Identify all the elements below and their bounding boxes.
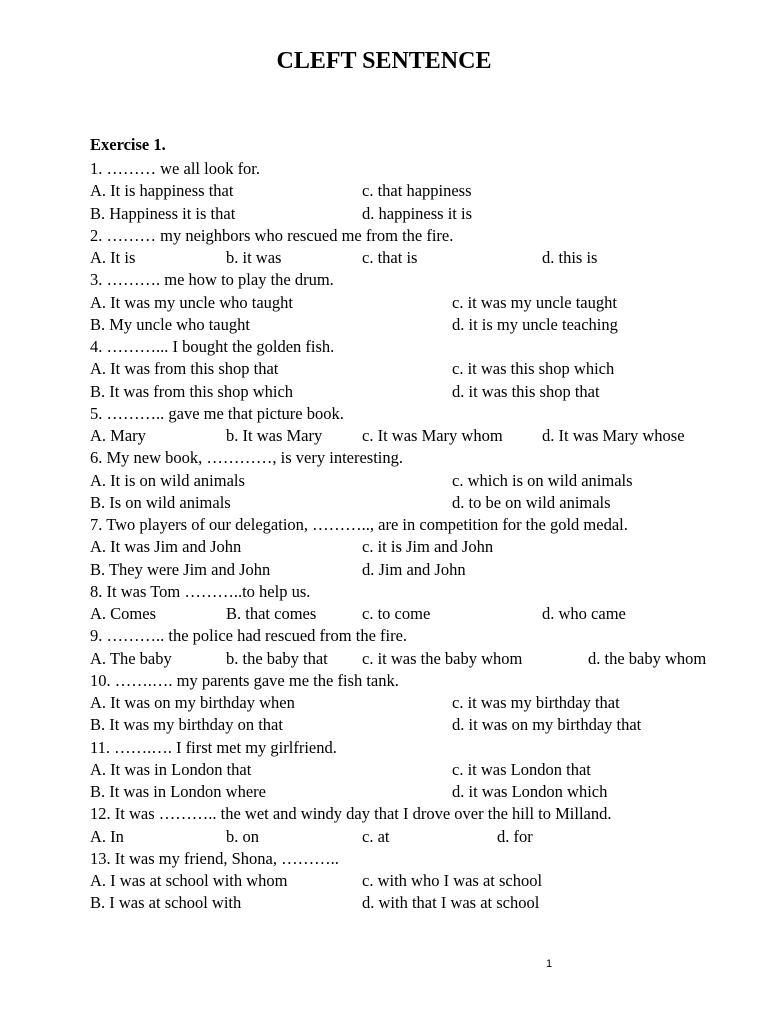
question-text: 10. …….…. my parents gave me the fish tank. [90,670,399,690]
question-text: 8. It was Tom ………..to help us. [90,581,311,601]
answer-option: d. happiness it is [362,203,472,223]
question-stem [0,848,768,870]
answer-option: B. It was from this shop which [90,381,294,401]
answer-option: A. Comes [90,604,156,623]
answer-option: A. It is happiness that [90,181,234,201]
answer-option: d. it was this shop that [452,381,600,401]
exercise-heading: Exercise 1. [90,135,166,154]
answer-options-row [0,870,768,892]
question-stem [0,803,768,825]
answer-option: A. I was at school with whom [90,871,288,890]
answer-options-row [0,425,768,447]
question-text: 9. ……….. the police had rescued from the fire. [90,626,408,646]
answer-option: b. it was [226,248,282,267]
answer-option: c. it was my uncle taught [452,292,617,312]
answer-options-row [0,759,768,781]
question-text: 11. …….…. I first met my girlfriend. [90,737,337,757]
answer-option: c. it was my birthday that [452,693,620,712]
answer-option: d. it was London which [452,782,608,801]
answer-option: c. which is on wild animals [452,470,633,490]
answer-option: A. Mary [90,426,146,445]
answer-options-row [0,559,768,581]
answer-option: B. It was in London where [90,782,266,801]
answer-option: b. It was Mary [226,426,323,445]
question-text: 1. ……… we all look for. [90,159,261,178]
answer-option: A. The baby [90,648,172,668]
question-text: 7. Two players of our delegation, ……….., are in competition for the gold medal. [90,515,628,534]
answer-option: B. that comes [226,604,317,623]
question-text: 3. ………. me how to play the drum. [90,270,334,290]
question-stem [0,225,768,247]
answer-options-row [0,826,768,848]
answer-option: c. it is Jim and John [362,537,494,557]
answer-option: c. it was London that [452,759,591,779]
question-stem [0,336,768,358]
answer-option: d. it was on my birthday that [452,715,642,735]
answer-option: b. on [226,826,259,846]
answer-options-row [0,781,768,803]
answer-option: d. It was Mary whose [542,426,685,445]
answer-option: b. the baby that [226,648,328,668]
answer-option: A. In [90,826,124,846]
answer-option: B. They were Jim and John [90,559,271,579]
answer-option: d. it is my uncle teaching [452,314,618,334]
page-title: CLEFT SENTENCE [276,48,492,74]
answer-option: B. My uncle who taught [90,314,250,334]
answer-option: c. at [362,826,390,846]
question-stem [0,581,768,603]
answer-option: d. to be on wild animals [452,492,611,512]
answer-option: B. Is on wild animals [90,492,231,512]
question-text: 6. My new book, …………, is very interesting. [90,448,404,468]
answer-options-row [0,247,768,269]
question-text: 13. It was my friend, Shona, ……….. [90,848,339,868]
answer-options-row [0,381,768,403]
answer-option: B. I was at school with [90,893,242,913]
answer-options-row [0,203,768,225]
answer-option: A. It was from this shop that [90,359,279,379]
answer-options-row [0,714,768,736]
answer-option: c. it was this shop which [452,359,615,379]
question-stem [0,269,768,291]
answer-option: A. It was my uncle who taught [90,292,294,312]
answer-option: A. It is [90,248,136,267]
answer-option: d. for [497,826,533,846]
answer-options-row [0,180,768,202]
question-stem [0,447,768,469]
question-stem [0,403,768,425]
answer-option: B. It was my birthday on that [90,715,283,735]
answer-option: A. It is on wild animals [90,470,245,490]
answer-option: d. who came [542,604,626,623]
answer-options-row [0,603,768,625]
question-text: 5. ……….. gave me that picture book. [90,403,344,423]
question-stem [0,737,768,759]
answer-option: c. that happiness [362,181,472,201]
answer-options-row [0,892,768,914]
answer-option: c. It was Mary whom [362,426,503,445]
question-text: 4. ………... I bought the golden fish. [90,337,335,356]
answer-option: A. It was Jim and John [90,537,242,557]
answer-option: A. It was on my birthday when [90,693,295,712]
answer-option: A. It was in London that [90,759,252,779]
answer-option: d. this is [542,248,598,267]
page-number: 1 [546,958,553,970]
question-stem [0,625,768,647]
answer-option: d. Jim and John [362,559,466,579]
answer-options-row [0,536,768,558]
answer-option: d. the baby whom [588,648,707,668]
answer-option: c. that is [362,248,418,267]
answer-options-row [0,314,768,336]
answer-options-row [0,358,768,380]
question-text: 2. ……… my neighbors who rescued me from the fire. [90,225,454,245]
question-stem [0,670,768,692]
answer-options-row [0,292,768,314]
answer-option: c. with who I was at school [362,871,543,890]
answer-option: B. Happiness it is that [90,203,236,223]
answer-options-row [0,648,768,670]
answer-options-row [0,492,768,514]
answer-option: d. with that I was at school [362,893,540,913]
answer-option: c. it was the baby whom [362,648,523,668]
answer-options-row [0,692,768,714]
question-stem [0,514,768,536]
answer-option: c. to come [362,604,431,623]
question-stem [0,158,768,180]
question-text: 12. It was ……….. the wet and windy day that I drove over the hill to Milland. [90,804,612,824]
answer-options-row [0,470,768,492]
